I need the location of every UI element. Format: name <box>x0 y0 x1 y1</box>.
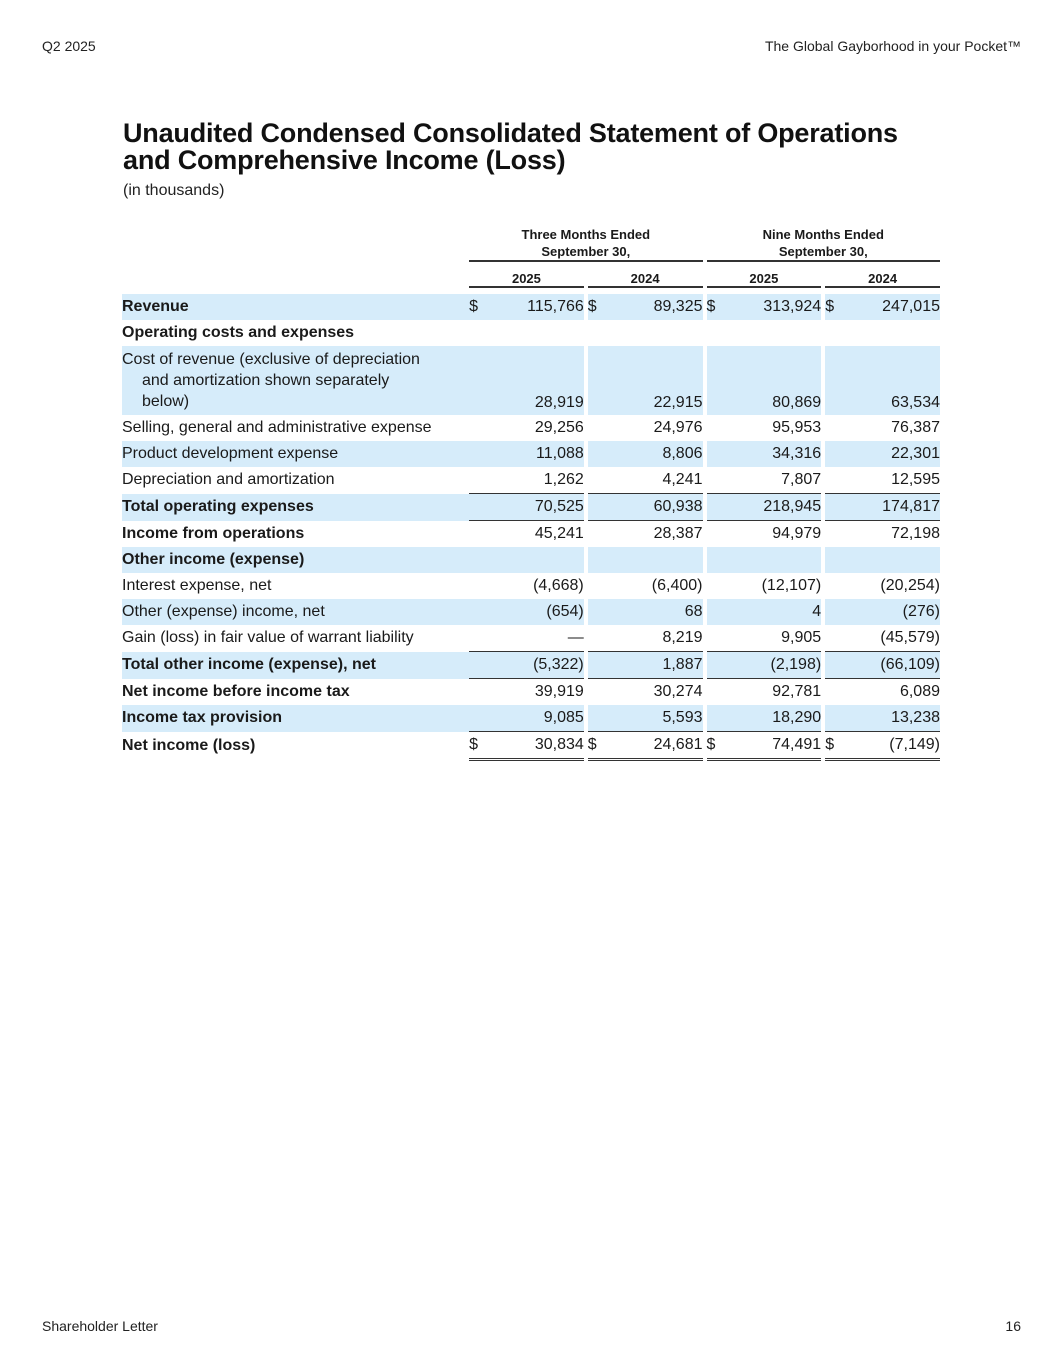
cell-value: 7,807 <box>727 467 822 494</box>
cell-value: 24,976 <box>653 419 703 436</box>
cell-value: 9,905 <box>727 625 822 652</box>
cell-value: 92,781 <box>772 683 822 700</box>
cell-value: 313,924 <box>727 294 822 320</box>
cell-value: 13,238 <box>845 705 940 732</box>
column-group-header <box>122 224 940 261</box>
row-label: Net income before income tax <box>122 682 350 700</box>
cell-value: 22,301 <box>845 441 940 467</box>
row-label: Cost of revenue (exclusive of depreciation and amortization shown separately below) <box>122 346 469 415</box>
cell-value: 8,219 <box>608 625 703 652</box>
cell-value: 72,198 <box>891 525 940 542</box>
table-row-warrant-liability <box>122 625 940 652</box>
currency-symbol: $ <box>825 732 845 760</box>
page-title <box>123 120 943 174</box>
row-label: Gain (loss) in fair value of warrant liability <box>122 629 414 647</box>
currency-symbol: $ <box>825 294 845 320</box>
header-tagline: The Global Gayborhood in your Pocket™ <box>764 38 1021 54</box>
cell-value: (12,107) <box>761 577 822 594</box>
table-row-pretax-income <box>122 679 940 706</box>
cell-value: 24,681 <box>608 732 703 760</box>
cell-value: 218,945 <box>727 494 822 521</box>
row-label: Revenue <box>122 294 469 320</box>
three-months-header: Three Months Ended September 30, <box>469 224 702 261</box>
cell-value: 247,015 <box>845 294 940 320</box>
cell-value: 28,387 <box>653 525 703 542</box>
cell-value: 63,534 <box>845 346 940 415</box>
cell-value: (7,149) <box>845 732 940 760</box>
table-row-opex-header <box>122 320 940 346</box>
row-label: Product development expense <box>122 441 469 467</box>
row-label: Selling, general and administrative expense <box>122 419 432 436</box>
nine-months-header: Nine Months Ended September 30, <box>707 224 940 261</box>
cell-value: 60,938 <box>608 494 703 521</box>
table-row-total-opex <box>122 494 940 521</box>
cell-value: 1,887 <box>608 652 703 679</box>
currency-symbol: $ <box>707 732 727 760</box>
cell-value: (66,109) <box>845 652 940 679</box>
cell-value: 68 <box>608 599 703 625</box>
cell-value: (654) <box>489 599 584 625</box>
cell-value: 29,256 <box>534 419 584 436</box>
cell-value: 28,919 <box>489 346 584 415</box>
row-label: Income tax provision <box>122 705 469 732</box>
cell-value: 70,525 <box>489 494 584 521</box>
table-row-depreciation <box>122 467 940 494</box>
cell-value: (20,254) <box>880 577 940 594</box>
cell-value: (45,579) <box>845 625 940 652</box>
cell-value: 30,834 <box>489 732 584 760</box>
year-header: 2025 <box>707 261 822 287</box>
table-row-cost-of-revenue <box>122 346 940 415</box>
currency-symbol: $ <box>588 732 608 760</box>
table-row-product-development <box>122 441 940 467</box>
cell-value: 8,806 <box>608 441 703 467</box>
currency-symbol: $ <box>588 294 608 320</box>
cell-value: 9,085 <box>489 705 584 732</box>
page-title-line2: and Comprehensive Income (Loss) <box>123 145 566 175</box>
cell-value: — <box>489 625 584 652</box>
table-row-revenue <box>122 294 940 320</box>
cell-value: 74,491 <box>727 732 822 760</box>
page-title-line1: Unaudited Condensed Consolidated Statement of Operations <box>123 118 898 148</box>
income-statement-table <box>122 224 940 761</box>
row-label: Interest expense, net <box>122 577 272 594</box>
cell-value: (4,668) <box>533 577 584 594</box>
row-label: Net income (loss) <box>122 736 256 754</box>
table-row-other-income-header <box>122 547 940 573</box>
cell-value: 39,919 <box>534 683 584 700</box>
footer-page-number: 16 <box>1005 1318 1021 1334</box>
cell-value: 76,387 <box>891 419 940 436</box>
table-row-other-net <box>122 599 940 625</box>
year-header-row <box>122 261 940 287</box>
table-row-total-other-income <box>122 652 940 679</box>
cell-value: 18,290 <box>727 705 822 732</box>
currency-symbol: $ <box>707 294 727 320</box>
currency-symbol: $ <box>469 732 489 760</box>
cell-value: 5,593 <box>608 705 703 732</box>
row-label: Income from operations <box>122 524 305 542</box>
cell-value: 34,316 <box>727 441 822 467</box>
cell-value: 174,817 <box>845 494 940 521</box>
currency-symbol: $ <box>469 294 489 320</box>
page-subtitle: (in thousands) <box>123 182 225 199</box>
cell-value: (276) <box>845 599 940 625</box>
cell-value: 11,088 <box>489 441 584 467</box>
cell-value: 30,274 <box>653 683 703 700</box>
table-row-sga <box>122 415 940 441</box>
row-label: Total operating expenses <box>122 494 469 521</box>
year-header: 2025 <box>469 261 584 287</box>
row-label: Other (expense) income, net <box>122 599 469 625</box>
table-row-income-tax <box>122 705 940 732</box>
cell-value: 94,979 <box>772 525 822 542</box>
cell-value: 4,241 <box>608 467 703 494</box>
cell-value: 80,869 <box>727 346 822 415</box>
year-header: 2024 <box>588 261 703 287</box>
row-label: Depreciation and amortization <box>122 471 335 489</box>
header-quarter: Q2 2025 <box>42 38 96 54</box>
table-row-interest-expense <box>122 573 940 599</box>
table-row-income-from-operations <box>122 521 940 548</box>
cell-value: 1,262 <box>489 467 584 494</box>
section-label: Operating costs and expenses <box>122 324 355 341</box>
cell-value: 22,915 <box>608 346 703 415</box>
cell-value: 6,089 <box>899 683 940 700</box>
cell-value: (6,400) <box>651 577 703 594</box>
section-label: Other income (expense) <box>122 547 469 573</box>
cell-value: 89,325 <box>608 294 703 320</box>
cell-value: 12,595 <box>845 467 940 494</box>
year-header: 2024 <box>825 261 940 287</box>
cell-value: (5,322) <box>489 652 584 679</box>
footer-document-name: Shareholder Letter <box>42 1318 158 1334</box>
cell-value: 45,241 <box>534 525 584 542</box>
cell-value: (2,198) <box>727 652 822 679</box>
table-row-net-income <box>122 732 940 760</box>
cell-value: 4 <box>727 599 822 625</box>
cell-value: 95,953 <box>772 419 822 436</box>
cell-value: 115,766 <box>489 294 584 320</box>
row-label: Total other income (expense), net <box>122 652 469 679</box>
